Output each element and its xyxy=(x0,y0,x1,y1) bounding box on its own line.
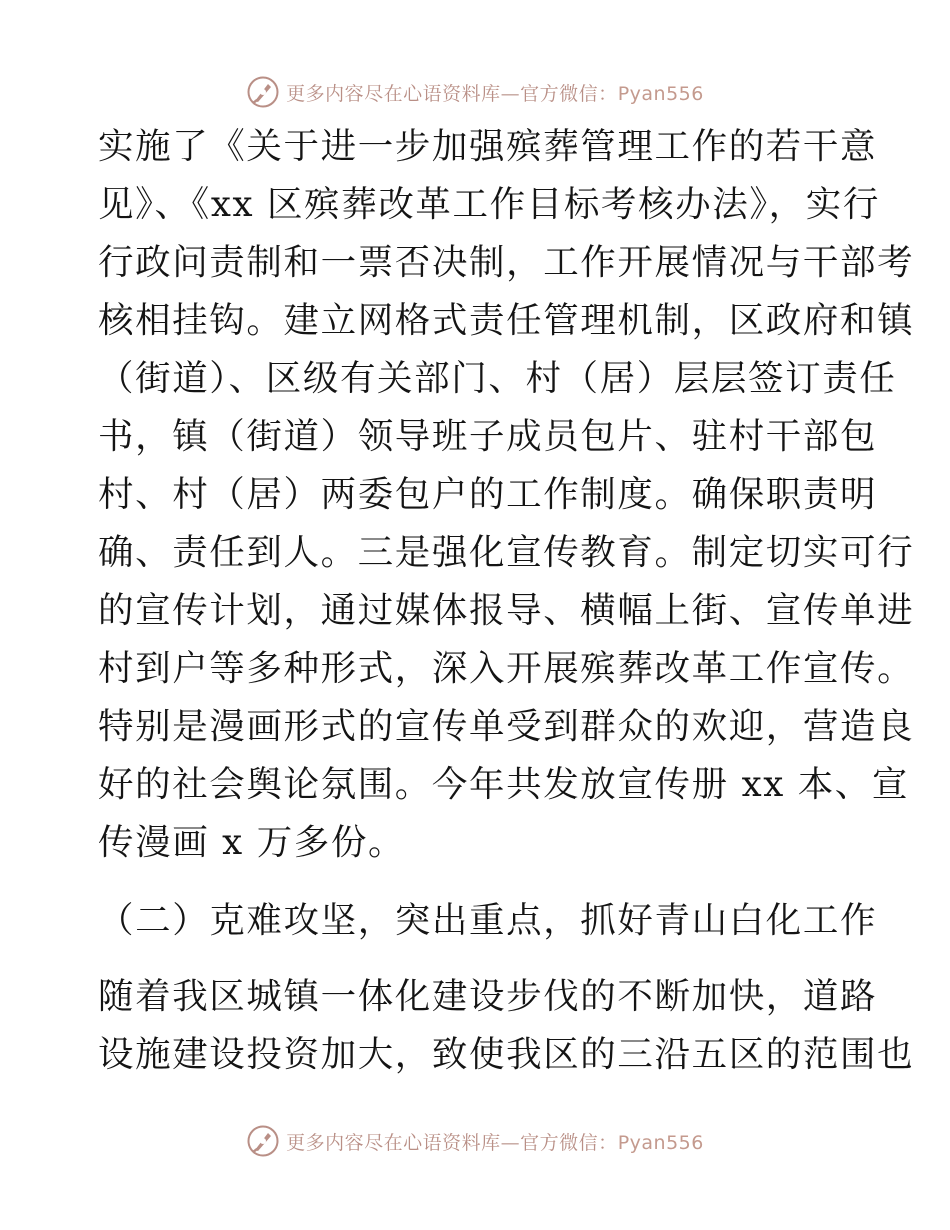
footer-watermark xyxy=(0,1121,950,1161)
paragraph-line: 确、责任到人。三是强化宣传教育。制定切实可行 xyxy=(98,532,915,573)
watermark-label: 官方微信： xyxy=(520,1131,618,1154)
paragraph-line: 见》、《xx 区殡葬改革工作目标考核办法》，实行 xyxy=(98,184,880,225)
watermark-separator: — xyxy=(500,1131,521,1154)
paragraph-line: 书，镇（街道）领导班子成员包片、驻村干部包 xyxy=(98,416,878,457)
watermark-account: Pyan556 xyxy=(617,1131,704,1154)
watermark-separator: — xyxy=(500,82,521,105)
watermark-label: 官方微信： xyxy=(520,82,618,105)
quill-pen-logo-icon xyxy=(246,75,280,109)
paragraph-line: 行政问责制和一票否决制，工作开展情况与干部考 xyxy=(98,242,915,283)
paragraph-line: 随着我区城镇一体化建设步伐的不断加快，道路 xyxy=(98,976,878,1017)
watermark-brand: 更多内容尽在心语资料库 xyxy=(286,1131,501,1154)
paragraph-line: 设施建设投资加大，致使我区的三沿五区的范围也 xyxy=(98,1034,915,1075)
quill-pen-logo-icon xyxy=(246,1124,280,1158)
watermark-account: Pyan556 xyxy=(617,82,704,105)
paragraph-line: 特别是漫画形式的宣传单受到群众的欢迎，营造良 xyxy=(98,706,915,747)
paragraph-line: 村、村（居）两委包户的工作制度。确保职责明 xyxy=(98,474,878,515)
paragraph-line: 的宣传计划，通过媒体报导、横幅上街、宣传单进 xyxy=(98,590,915,631)
watermark-text xyxy=(286,79,704,106)
paragraph-line: 好的社会舆论氛围。今年共发放宣传册 xx 本、宣 xyxy=(98,764,910,805)
paragraph-line: （街道）、区级有关部门、村（居）层层签订责任 xyxy=(98,358,897,399)
paragraph-line: 实施了《关于进一步加强殡葬管理工作的若干意 xyxy=(98,126,878,167)
paragraph-line: 核相挂钩。建立网格式责任管理机制，区政府和镇 xyxy=(98,300,915,341)
header-watermark xyxy=(0,72,950,112)
section-heading: （二）克难攻坚，突出重点，抓好青山白化工作 xyxy=(98,900,878,941)
paragraph-line: 传漫画 x 万多份。 xyxy=(98,822,406,863)
watermark-text xyxy=(286,1128,704,1155)
watermark-brand: 更多内容尽在心语资料库 xyxy=(286,82,501,105)
paragraph-line: 村到户等多种形式，深入开展殡葬改革工作宣传。 xyxy=(98,648,915,689)
